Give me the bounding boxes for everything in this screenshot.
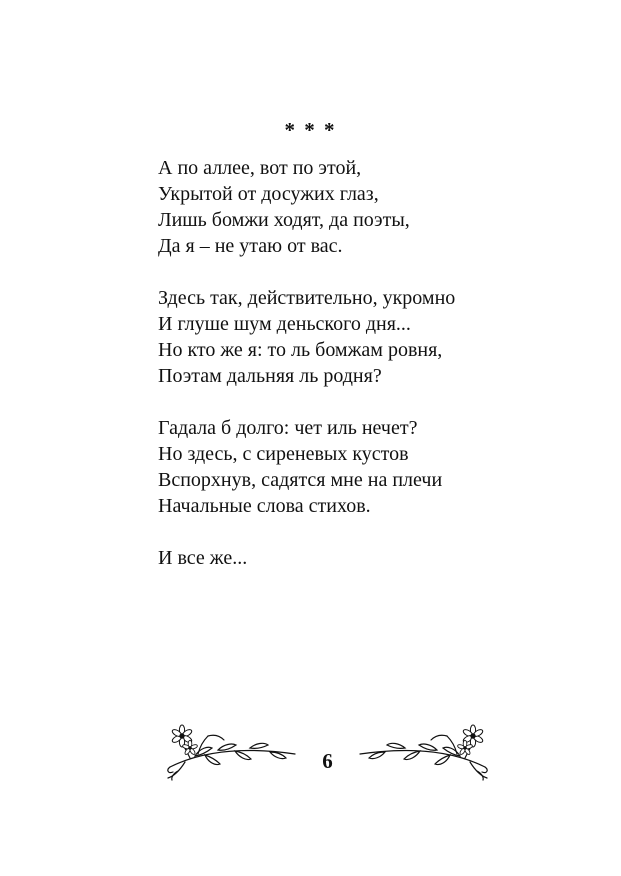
stanza-2 [158,285,578,389]
poem-line: Лишь бомжи ходят, да поэты, [158,209,410,231]
poem-line: Начальные слова стихов. [158,495,371,517]
stanza-3 [158,415,578,519]
poem-line: Укрытой от досужих глаз, [158,183,379,205]
floral-branch-icon [160,722,300,782]
poem-line: Здесь так, действительно, укромно [158,287,456,309]
poem-line: Поэтам дальняя ль родня? [158,365,382,387]
poem-line: И все же... [158,547,248,569]
poem-line: Но здесь, с сиреневых кустов [158,443,409,465]
page-number: 6 [322,749,333,773]
page-footer [160,722,480,782]
poem-line: Но кто же я: то ль бомжам ровня, [158,339,443,361]
poem-line: И глуше шум деньского дня... [158,313,411,335]
poem-line: Да я – не утаю от вас. [158,235,343,257]
poem [158,155,578,597]
floral-branch-icon [355,722,495,782]
section-divider-asterisks: * * * [284,118,337,142]
poem-line: Гадала б долго: чет иль нечет? [158,417,418,439]
stanza-1 [158,155,578,259]
stanza-4 [158,545,578,571]
poem-line: А по аллее, вот по этой, [158,157,362,179]
poem-line: Вспорхнув, садятся мне на плечи [158,469,443,491]
